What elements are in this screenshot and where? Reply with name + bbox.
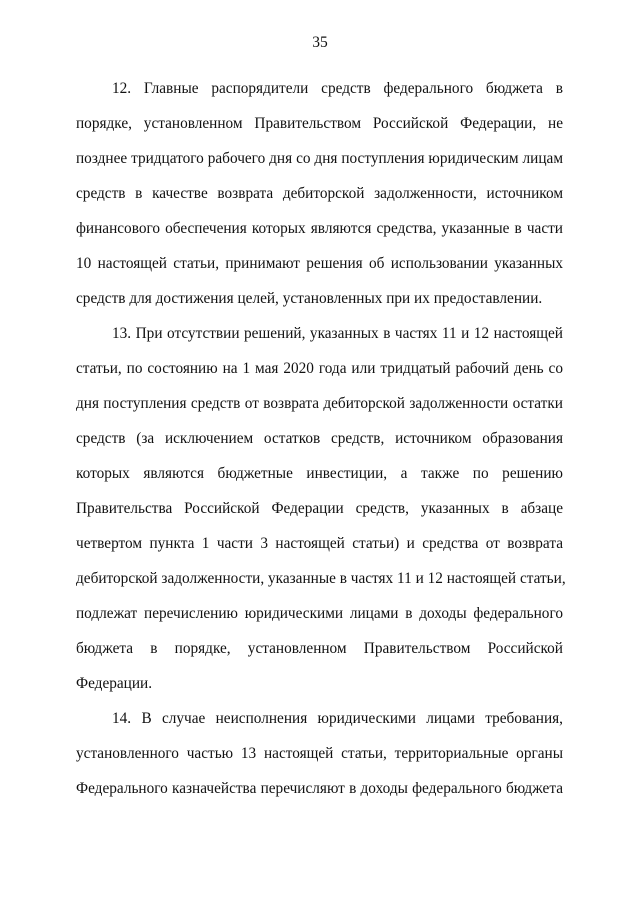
paragraph-12-line-7: средств для достижения целей, установленных при их предоставлении.: [76, 290, 543, 307]
paragraph-13-line-8: дебиторской задолженности, указанные в частях 11 и 12 настоящей статьи,: [76, 570, 566, 587]
paragraph-13-line-3: дня поступления средств от возврата дебиторской задолженности остатки: [76, 395, 563, 412]
paragraph-12-line-6: 10 настоящей статьи, принимают решения об использовании указанных: [76, 255, 563, 272]
paragraph-12-line-1: 12. Главные распорядители средств федерального бюджета в: [112, 80, 563, 97]
paragraph-12-line-4: средств в качестве возврата дебиторской задолженности, источником: [76, 185, 563, 202]
paragraph-13-line-5: которых являются бюджетные инвестиции, а также по решению: [76, 465, 563, 482]
paragraph-14-line-2: установленного частью 13 настоящей статьи, территориальные органы: [76, 745, 563, 762]
paragraph-13-line-1: 13. При отсутствии решений, указанных в частях 11 и 12 настоящей: [112, 325, 563, 342]
paragraph-12-line-5: финансового обеспечения которых являются средства, указанные в части: [76, 220, 563, 237]
paragraph-13-line-11: Федерации.: [76, 675, 153, 692]
paragraph-14-line-1: 14. В случае неисполнения юридическими лицами требования,: [112, 710, 563, 727]
paragraph-13-line-2: статьи, по состоянию на 1 мая 2020 года или тридцатый рабочий день со: [76, 360, 563, 377]
paragraph-13-line-7: четвертом пункта 1 части 3 настоящей статьи) и средства от возврата: [76, 535, 563, 552]
paragraph-12-line-2: порядке, установленном Правительством Российской Федерации, не: [76, 115, 563, 132]
paragraph-13-line-6: Правительства Российской Федерации средств, указанных в абзаце: [76, 500, 563, 517]
paragraph-13-line-4: средств (за исключением остатков средств, источником образования: [76, 430, 563, 447]
paragraph-12-line-3: позднее тридцатого рабочего дня со дня поступления юридическим лицам: [76, 150, 563, 167]
paragraph-13-line-10: бюджета в порядке, установленном Правительством Российской: [76, 640, 563, 657]
paragraph-14-line-3: Федерального казначейства перечисляют в доходы федерального бюджета: [76, 780, 563, 797]
paragraph-13-line-9: подлежат перечислению юридическими лицами в доходы федерального: [76, 605, 563, 622]
page-number: 35: [312, 34, 328, 51]
